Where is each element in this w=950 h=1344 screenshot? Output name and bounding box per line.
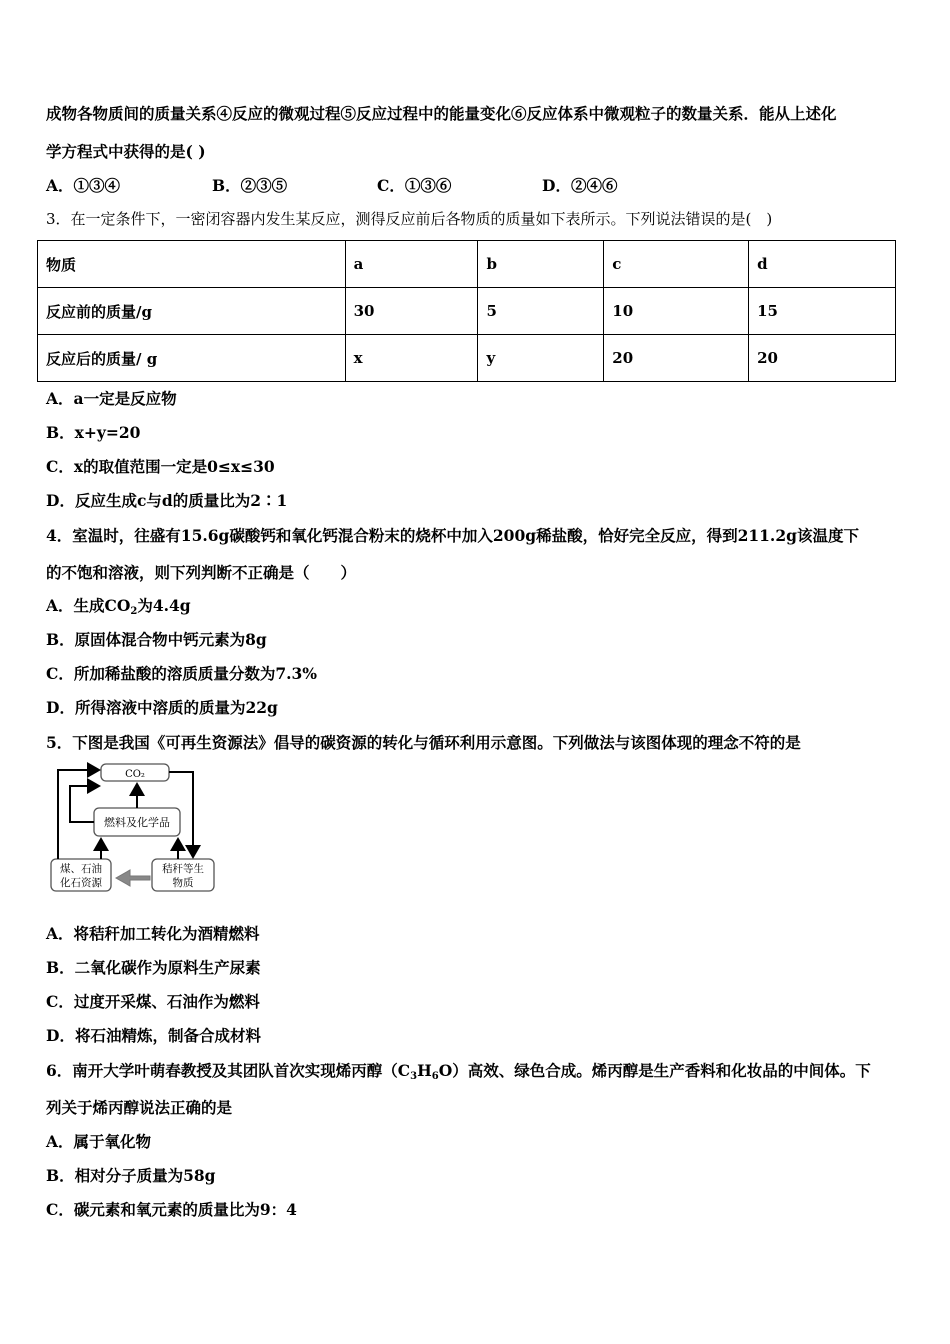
table-cell: 30 <box>345 288 478 335</box>
question-6-stem: 列关于烯丙醇说法正确的是 <box>46 1098 233 1117</box>
table-cell: 20 <box>604 335 749 382</box>
option-c: C．过度开采煤、石油作为燃料 <box>46 992 260 1011</box>
table-cell: c <box>604 241 749 288</box>
option-d: D．②④⑥ <box>542 176 618 195</box>
table-cell: 物质 <box>38 241 346 288</box>
option-a: A．a一定是反应物 <box>46 389 177 408</box>
option-c: C．所加稀盐酸的溶质质量分数为7.3% <box>46 664 318 683</box>
option-a: A．属于氧化物 <box>46 1132 152 1151</box>
gray-arrow <box>116 870 150 886</box>
subscript: 6 <box>431 1071 439 1082</box>
table-cell: d <box>749 241 896 288</box>
option-b: B．相对分子质量为58g <box>46 1166 216 1185</box>
table-cell: 15 <box>749 288 896 335</box>
option-a-text: A．生成CO <box>46 596 131 615</box>
question-4-stem: 的不饱和溶液，则下列判断不正确是（ ） <box>46 563 357 582</box>
fossil-label: 化石资源 <box>60 877 102 889</box>
option-a: A．①③④ <box>46 176 121 195</box>
stem-text: 6．南开大学叶萌春教授及其团队首次实现烯丙醇（C <box>46 1061 411 1080</box>
subscript: 3 <box>410 1071 418 1082</box>
question-continuation-line: 成物各物质间的质量关系④反应的微观过程⑤反应过程中的能量变化⑥反应体系中微观粒子的数量关系．能从上述化 <box>46 104 837 123</box>
question-3-stem: 3．在一定条件下，一密闭容器内发生某反应，测得反应前后各物质的质量如下表所示。下列说法错误的是( ) <box>46 210 773 228</box>
option-c: C．①③⑥ <box>377 176 452 195</box>
biomass-label: 物质 <box>172 877 194 889</box>
option-a <box>46 594 191 617</box>
option-d: D．将石油精炼，制备合成材料 <box>46 1026 261 1045</box>
option-b: B．x+y=20 <box>46 423 141 442</box>
table-cell: x <box>345 335 478 382</box>
table-cell: a <box>345 241 478 288</box>
table-cell: 5 <box>478 288 604 335</box>
question-6-stem <box>46 1059 871 1082</box>
table-cell: b <box>478 241 604 288</box>
biomass-label: 秸秆等生 <box>162 863 204 875</box>
option-b: B．②③⑤ <box>212 176 288 195</box>
option-c: C．碳元素和氧元素的质量比为9：4 <box>46 1200 297 1219</box>
carbon-cycle-diagram <box>46 760 226 896</box>
table-header-row <box>38 241 896 288</box>
option-b: B．原固体混合物中钙元素为8g <box>46 630 267 649</box>
table-row <box>38 335 896 382</box>
co2-label: CO₂ <box>125 769 145 780</box>
option-c: C．x的取值范围一定是0≤x≤30 <box>46 457 275 476</box>
stem-text: H <box>417 1061 432 1080</box>
fuel-label: 燃料及化学品 <box>104 816 170 829</box>
stem-text: O）高效、绿色合成。烯丙醇是生产香料和化妆品的中间体。下 <box>438 1061 871 1080</box>
mass-table <box>37 240 896 382</box>
option-d: D．反应生成c与d的质量比为2∶1 <box>46 491 288 510</box>
option-a-text: 为4.4g <box>137 596 191 615</box>
table-cell: 反应前的质量/g <box>38 288 346 335</box>
option-a: A．将秸秆加工转化为酒精燃料 <box>46 924 260 943</box>
question-4-stem: 4．室温时，往盛有15.6g碳酸钙和氧化钙混合粉末的烧杯中加入200g稀盐酸，恰好完全反应，得到211.2g该温度下 <box>46 526 859 545</box>
option-d: D．所得溶液中溶质的质量为22g <box>46 698 278 717</box>
question-continuation-line: 学方程式中获得的是( ) <box>46 142 206 161</box>
subscript: 2 <box>130 606 138 617</box>
table-cell: 反应后的质量/ g <box>38 335 346 382</box>
question-5-stem: 5．下图是我国《可再生资源法》倡导的碳资源的转化与循环利用示意图。下列做法与该图体现的理念不符的是 <box>46 733 801 752</box>
option-b: B．二氧化碳作为原料生产尿素 <box>46 958 261 977</box>
arrow <box>58 770 99 859</box>
fossil-label: 煤、石油 <box>60 863 102 875</box>
table-cell: 20 <box>749 335 896 382</box>
table-cell: y <box>478 335 604 382</box>
table-row <box>38 288 896 335</box>
table-cell: 10 <box>604 288 749 335</box>
